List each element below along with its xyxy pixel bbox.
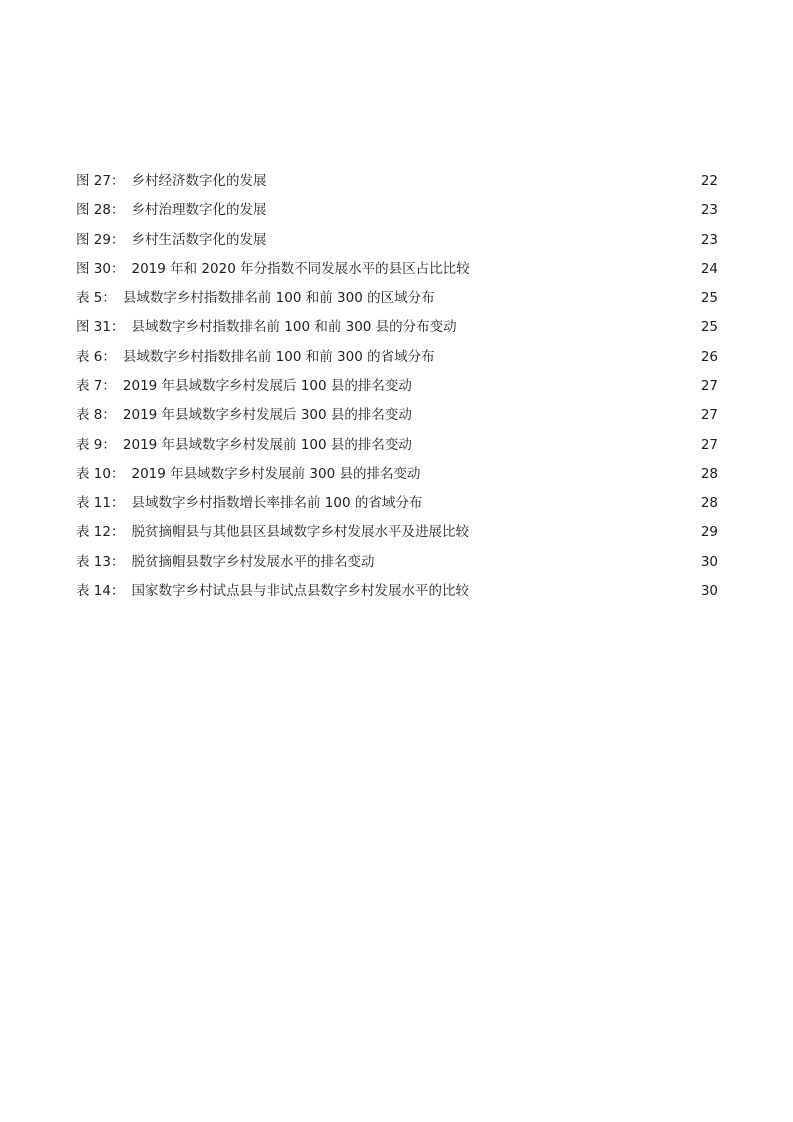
toc-entry-page-number: 28 <box>700 495 718 512</box>
toc-entry-page-number: 28 <box>700 465 718 482</box>
toc-entry-text <box>76 196 266 225</box>
toc-entry-text <box>76 577 469 606</box>
toc-entry-label: 表 11： <box>76 495 125 512</box>
toc-entry-label: 表 12： <box>76 524 125 541</box>
toc-entry <box>76 196 718 225</box>
toc-entry-text <box>76 226 266 255</box>
toc-entry-title: 脱贫摘帽县数字乡村发展水平的排名变动 <box>131 553 375 570</box>
toc-entry-label: 图 31： <box>76 319 125 336</box>
toc-entry <box>76 255 718 284</box>
toc-entry-title: 县域数字乡村指数排名前 100 和前 300 县的分布变动 <box>131 319 457 336</box>
toc-entry <box>76 343 718 372</box>
toc-entry-page-number: 23 <box>700 231 718 248</box>
toc-entry <box>76 226 718 255</box>
toc-entry-label: 表 13： <box>76 553 125 570</box>
toc-entry-page-number: 27 <box>700 407 718 424</box>
toc-entry-text <box>76 313 457 342</box>
toc-entry-title: 2019 年县域数字乡村发展前 100 县的排名变动 <box>122 436 412 453</box>
toc-entry-label: 表 6： <box>76 348 116 365</box>
toc-entry <box>76 431 718 460</box>
toc-entry-title: 脱贫摘帽县与其他县区县域数字乡村发展水平及进展比较 <box>131 524 469 541</box>
toc-entry-page-number: 25 <box>700 290 718 307</box>
toc-entry-label: 表 5： <box>76 290 116 307</box>
toc-entry-page-number: 30 <box>700 553 718 570</box>
toc-entry-label: 图 29： <box>76 231 125 248</box>
toc-entry-title: 县域数字乡村指数排名前 100 和前 300 的区域分布 <box>122 290 435 307</box>
toc-entry-label: 表 8： <box>76 407 116 424</box>
toc-entry-page-number: 30 <box>700 582 718 599</box>
toc-entry-page-number: 25 <box>700 319 718 336</box>
toc-entry <box>76 167 718 196</box>
toc-entry-title: 2019 年县域数字乡村发展前 300 县的排名变动 <box>131 465 421 482</box>
toc-entry-page-number: 29 <box>700 524 718 541</box>
toc-entry-text <box>76 401 412 430</box>
toc-entry-title: 县域数字乡村指数增长率排名前 100 的省域分布 <box>131 495 423 512</box>
toc-entry <box>76 518 718 547</box>
toc-entry <box>76 548 718 577</box>
toc-entry-text <box>76 460 420 489</box>
toc-entry <box>76 460 718 489</box>
toc-entry-label: 表 7： <box>76 377 116 394</box>
toc-entry-title: 乡村治理数字化的发展 <box>131 202 267 219</box>
toc-entry-label: 图 27： <box>76 173 125 189</box>
toc-entry-page-number: 23 <box>700 202 718 219</box>
toc-entry-title: 国家数字乡村试点县与非试点县数字乡村发展水平的比较 <box>131 582 469 599</box>
toc-entry-page-number: 24 <box>700 260 718 277</box>
toc-entry <box>76 489 718 518</box>
toc-entry-text <box>76 167 266 196</box>
toc-entry-text <box>76 431 412 460</box>
toc-entry-label: 图 30： <box>76 260 125 277</box>
toc-entry <box>76 284 718 313</box>
toc-entry-label: 表 14： <box>76 582 125 599</box>
toc-entry-page-number: 26 <box>700 348 718 365</box>
toc-entry-title: 县域数字乡村指数排名前 100 和前 300 的省域分布 <box>122 348 435 365</box>
toc-entry <box>76 372 718 401</box>
list-of-figures-and-tables <box>76 167 718 606</box>
toc-entry-text <box>76 518 469 547</box>
toc-entry-title: 乡村生活数字化的发展 <box>131 231 267 248</box>
toc-entry-title: 2019 年县域数字乡村发展后 300 县的排名变动 <box>122 407 412 424</box>
toc-entry-label: 表 9： <box>76 436 116 453</box>
toc-entry-title: 2019 年县域数字乡村发展后 100 县的排名变动 <box>122 377 412 394</box>
toc-entry-page-number: 27 <box>700 436 718 453</box>
toc-entry <box>76 401 718 430</box>
toc-entry-label: 图 28： <box>76 202 125 219</box>
toc-entry-page-number: 22 <box>700 173 718 189</box>
toc-entry-text <box>76 372 412 401</box>
toc-entry-title: 2019 年和 2020 年分指数不同发展水平的县区占比比较 <box>131 260 470 277</box>
toc-entry-text <box>76 489 422 518</box>
toc-entry-text <box>76 255 470 284</box>
toc-entry-title: 乡村经济数字化的发展 <box>131 173 267 189</box>
toc-entry <box>76 577 718 606</box>
toc-entry-label: 表 10： <box>76 465 125 482</box>
toc-entry-text <box>76 548 374 577</box>
toc-entry-text <box>76 284 435 313</box>
toc-entry-text <box>76 343 435 372</box>
toc-entry-page-number: 27 <box>700 377 718 394</box>
toc-entry <box>76 313 718 342</box>
